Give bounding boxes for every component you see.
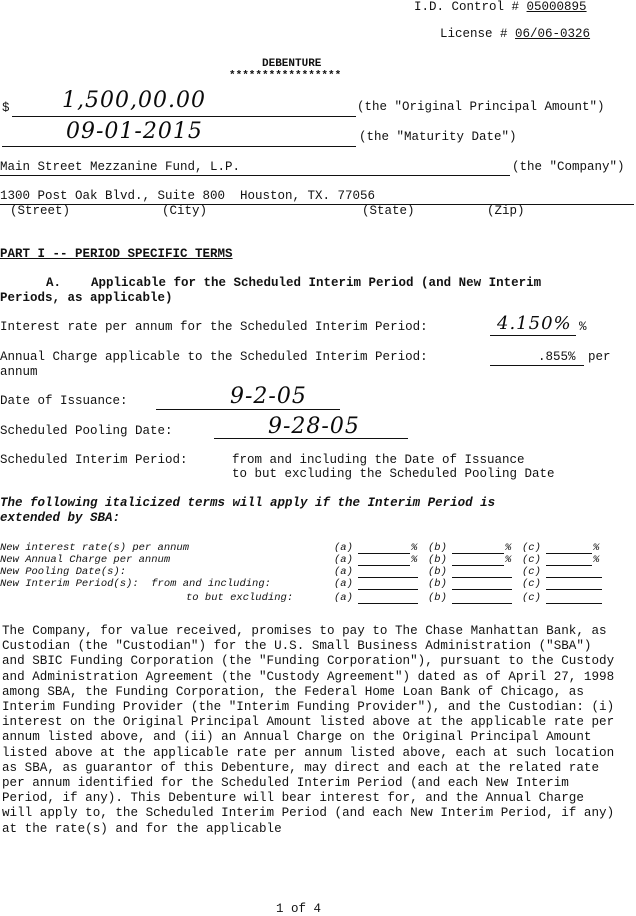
charge-value: .855% [538, 350, 576, 364]
license-value: 06/06-0326 [515, 27, 591, 41]
blank-line [452, 553, 504, 554]
pooling-label: Scheduled Pooling Date: [0, 424, 173, 438]
extended-row-suffix: % [593, 554, 600, 566]
section-a-line2: Periods, as applicable) [0, 291, 173, 305]
extended-row-a: (a) [334, 566, 353, 578]
blank-line [546, 577, 602, 578]
extended-row-label: New Interim Period(s): from and including: [0, 578, 271, 590]
blank-line [358, 603, 418, 604]
extended-row-label: New interest rate(s) per annum [0, 542, 190, 554]
interest-value: 4.150% [497, 313, 572, 334]
id-control-label: I.D. Control # [414, 0, 520, 14]
blank-line [358, 577, 418, 578]
blank-line [358, 565, 410, 566]
blank-line [546, 565, 592, 566]
extended-row-suffix: % [593, 542, 600, 554]
document-title: DEBENTURE [262, 58, 322, 70]
interest-pct: % [579, 320, 587, 334]
extended-row-label: to but excluding: [186, 592, 294, 604]
extended-row-label: New Annual Charge per annum [0, 554, 171, 566]
maturity-label: (the "Maturity Date") [359, 130, 517, 144]
company-value: Main Street Mezzanine Fund, L.P. [0, 160, 241, 174]
charge-line [490, 365, 584, 366]
extended-row-b: (b) [428, 578, 447, 590]
extended-row-suffix: % [411, 542, 418, 554]
charge-per: per [588, 350, 611, 364]
address-value: 1300 Post Oak Blvd., Suite 800 Houston, TX. 77056 [0, 189, 376, 203]
id-control-line [414, 0, 587, 14]
extended-row-suffix: % [505, 554, 512, 566]
id-control-value: 05000895 [526, 0, 587, 14]
issuance-line [156, 409, 340, 410]
extended-row-a: (a) [334, 554, 353, 566]
blank-line [546, 589, 602, 590]
extended-row-suffix: % [411, 554, 418, 566]
issuance-value: 9-2-05 [230, 384, 307, 409]
italic-note-line1: The following italicized terms will apply if the Interim Period is [0, 496, 496, 510]
blank-line [358, 553, 410, 554]
address-city: (City) [162, 204, 208, 218]
license-line [440, 27, 590, 41]
pooling-value: 9-28-05 [268, 414, 360, 439]
interest-line [490, 335, 576, 336]
principal-label: (the "Original Principal Amount") [357, 100, 605, 114]
title-stars: ***************** [229, 70, 342, 82]
extended-row-b: (b) [428, 592, 447, 604]
principal-line [12, 116, 356, 117]
address-zip: (Zip) [487, 204, 525, 218]
company-label: (the "Company") [512, 160, 625, 174]
blank-line [452, 577, 512, 578]
extended-row-c: (c) [522, 592, 541, 604]
extended-row-b: (b) [428, 542, 447, 554]
blank-line [546, 553, 592, 554]
principal-value: 1,500,00.00 [62, 88, 206, 113]
license-label: License # [440, 27, 508, 41]
charge-label: Annual Charge applicable to the Scheduled Interim Period: [0, 350, 428, 364]
extended-row-suffix: % [505, 542, 512, 554]
blank-line [452, 565, 504, 566]
extended-row-b: (b) [428, 554, 447, 566]
address-street: (Street) [10, 204, 71, 218]
extended-row-a: (a) [334, 542, 353, 554]
issuance-label: Date of Issuance: [0, 394, 128, 408]
section-a-line1: A. Applicable for the Scheduled Interim Period (and New Interim [46, 276, 542, 290]
maturity-value: 09-01-2015 [66, 119, 203, 144]
page-number: 1 of 4 [276, 902, 322, 916]
blank-line [452, 603, 512, 604]
extended-row-label: New Pooling Date(s): [0, 566, 127, 578]
period-label: Scheduled Interim Period: [0, 453, 188, 467]
part1-heading: PART I -- PERIOD SPECIFIC TERMS [0, 247, 233, 261]
blank-line [358, 589, 418, 590]
charge-annum: annum [0, 365, 38, 379]
extended-row-c: (c) [522, 542, 541, 554]
blank-line [452, 589, 512, 590]
extended-row-a: (a) [334, 592, 353, 604]
body-paragraph: The Company, for value received, promises to pay to The Chase Manhattan Bank, as Custodian (the "Custodian") for the U.S. Small Business Administration ("SBA") and SBIC Funding Corporation (the "Funding Corporation"), pursuant to the Custody and Administration Agreement (the "Custody Agreement") dated as of April 27, 1998 among SBA, the Funding Corporation, the Federal Home Loan Bank of Chicago, as Interim Funding Provider (the "Interim Funding Provider"), and the Custodian: (i) interest on the Original Principal Amount listed above at the applicable rate per annum listed above, and (ii) an Annual Charge on the Original Principal Amount listed above at the applicable rate per annum listed above, each at such location as SBA, as guarantor of this Debenture, may direct and each at the related rate per annum identified for the Scheduled Interim Period (and each New Interim Period, if any). This Debenture will bear interest for, and the Annual Charge will apply to, the Scheduled Interim Period (and each New Interim Period, if any) at the rate(s) and for the applicable [2, 624, 615, 836]
period-line1: from and including the Date of Issuance [232, 453, 525, 467]
extended-row-b: (b) [428, 566, 447, 578]
maturity-line [2, 146, 356, 147]
period-line2: to but excluding the Scheduled Pooling Date [232, 467, 555, 481]
extended-row-a: (a) [334, 578, 353, 590]
interest-label: Interest rate per annum for the Scheduled Interim Period: [0, 320, 428, 334]
address-state: (State) [362, 204, 415, 218]
blank-line [546, 603, 602, 604]
extended-row-c: (c) [522, 554, 541, 566]
dollar-sign: $ [2, 101, 10, 115]
extended-row-c: (c) [522, 578, 541, 590]
address-line [0, 204, 634, 205]
company-line [0, 175, 510, 176]
italic-note-line2: extended by SBA: [0, 511, 121, 525]
extended-row-c: (c) [522, 566, 541, 578]
